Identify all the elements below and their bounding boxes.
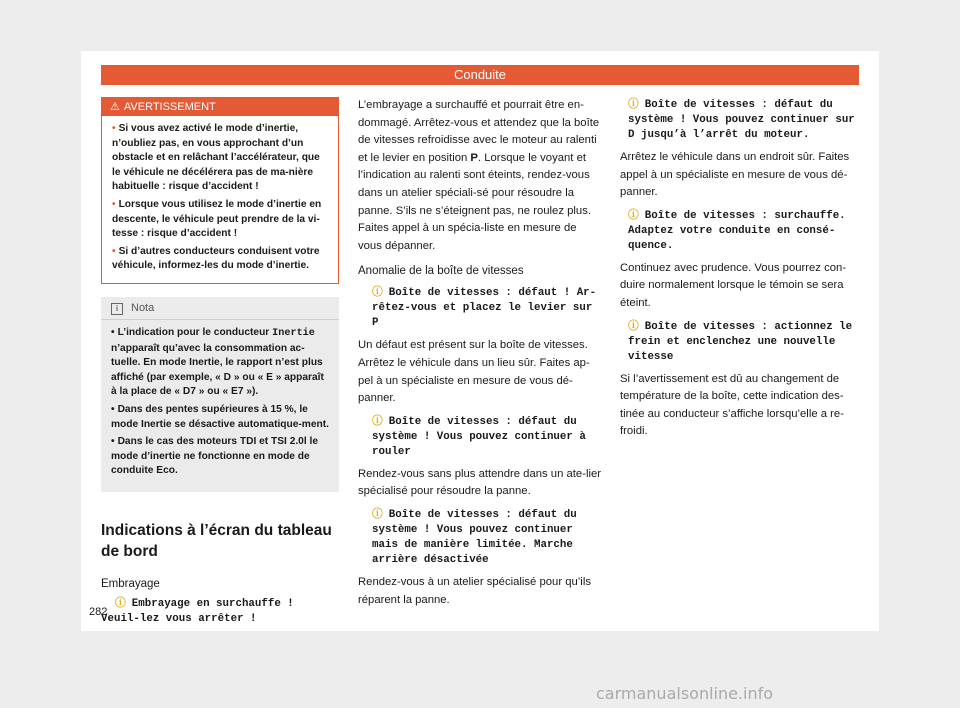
inline-code: Inertie — [272, 327, 315, 339]
section-title: Indications à l’écran du tableau de bord — [101, 521, 332, 560]
note-item: • Dans des pentes supérieures à 15 %, le mode Inertie se désactive automatique-ment. — [111, 403, 329, 430]
warning-circle-icon: ⓘ — [372, 414, 383, 427]
page-number: 282 — [89, 606, 108, 618]
info-icon: i — [111, 303, 123, 315]
warning-item: • Si d’autres conducteurs conduisent votre véhicule, informez-les du mode d’inertie. — [112, 245, 320, 272]
warning-circle-icon: ⓘ — [372, 286, 383, 299]
alert-message: ⓘ Boîte de vitesses : défaut du système ! Vous pouvez continuer sur D jusqu’à l’arrêt du moteur. — [628, 98, 855, 141]
note-body — [101, 320, 339, 492]
note-item: • L’indication pour le conducteur Inertie n’apparaît qu’avec la consommation ac-tuelle. En mode Inertie, le rapport n’est plus affiché (par exemple, « D » ou « E » apparaît à la place de « D7 » ou « E7 »). — [111, 326, 324, 398]
paragraph: Rendez-vous à un atelier spécialisé pour qu’ils réparent la panne. — [358, 575, 591, 606]
note-title: Nota — [131, 301, 155, 314]
page-header: Conduite — [101, 65, 859, 85]
warning-circle-icon: ⓘ — [115, 596, 126, 609]
paragraph: L’embrayage a surchauffé et pourrait être en-dommagé. Arrêtez-vous et attendez que la boîte de vitesses refroidisse avec le moteur au ralenti et le levier en position P. Lorsque le voyant et l’indication au ralenti sont éteints, rendez-vous dans un atelier spéciali-sé pour résoudre la panne. S’ils ne s’éteignent pas, ne roulez plus. Faites appel à un spécia-liste en mesure de vous dépanner. — [358, 99, 600, 252]
warning-item: • Lorsque vous utilisez le mode d’inertie en descente, le véhicule peut prendre de la vi-tesse : risque d’accident ! — [112, 198, 322, 240]
warning-circle-icon: ⓘ — [628, 319, 639, 332]
subheading-gearbox: Anomalie de la boîte de vitesses — [358, 265, 524, 278]
warning-circle-icon: ⓘ — [372, 507, 383, 520]
note-item: • Dans le cas des moteurs TDI et TSI 2.0l le mode d’inertie ne fonctionne en mode de conduite Eco. — [111, 436, 319, 477]
paragraph: Rendez-vous sans plus attendre dans un ate-lier spécialisé pour résoudre la panne. — [358, 467, 602, 498]
alert-message: ⓘ Boîte de vitesses : défaut du système ! Vous pouvez continuer mais de manière limitée. Marche arrière désactivée — [372, 507, 577, 566]
warning-header — [102, 98, 338, 116]
note-box — [101, 297, 339, 492]
warning-triangle-icon: ⚠ — [110, 101, 120, 113]
column-middle — [358, 97, 602, 609]
warning-title: AVERTISSEMENT — [123, 101, 216, 113]
paragraph: Arrêtez le véhicule dans un endroit sûr. Faites appel à un spécialiste en mesure de vous dé-panner. — [620, 151, 850, 199]
warning-circle-icon: ⓘ — [628, 98, 639, 110]
alert-message: ⓘ Boîte de vitesses : défaut ! Ar-rêtez-vous et placez le levier sur P — [372, 286, 597, 330]
column-right — [620, 97, 860, 441]
warning-circle-icon: ⓘ — [628, 208, 639, 221]
paragraph: Si l’avertissement est dû au changement de température de la boîte, cette indication des-tinée au conducteur s’affiche lorsqu’elle a re-froidi. — [620, 372, 844, 438]
paragraph: Un défaut est présent sur la boîte de vitesses. Arrêtez le véhicule dans un lieu sûr. Faites ap-pel à un spécialiste en mesure de vous dé-panner. — [358, 339, 590, 405]
note-header — [101, 297, 339, 320]
warning-box — [101, 97, 339, 284]
warning-body — [102, 116, 338, 283]
alert-message: ⓘ Boîte de vitesses : actionnez le frein et enclenchez une nouvelle vitesse — [628, 319, 853, 363]
alert-message: ⓘ Boîte de vitesses : surchauffe. Adaptez votre conduite en consé-quence. — [628, 208, 846, 252]
watermark: carmanualsonline.info — [596, 684, 774, 703]
column-left — [101, 97, 339, 627]
subheading-clutch: Embrayage — [101, 577, 160, 590]
warning-item: • Si vous avez activé le mode d’inertie, n’oubliez pas, en vous approchant d’un obstacle et en relâchant l’accélérateur, que le véhicule ne décélérera pas de ma-nière habituelle : risque d’accident ! — [112, 123, 320, 193]
paragraph: Continuez avec prudence. Vous pourrez con-duire normalement lorsque le témoin se sera éteint. — [620, 261, 847, 309]
alert-message: ⓘ Boîte de vitesses : défaut du système ! Vous pouvez continuer à rouler — [372, 414, 586, 458]
alert-message: ⓘ Embrayage en surchauffe ! Veuil-lez vous arrêter ! — [101, 596, 294, 625]
